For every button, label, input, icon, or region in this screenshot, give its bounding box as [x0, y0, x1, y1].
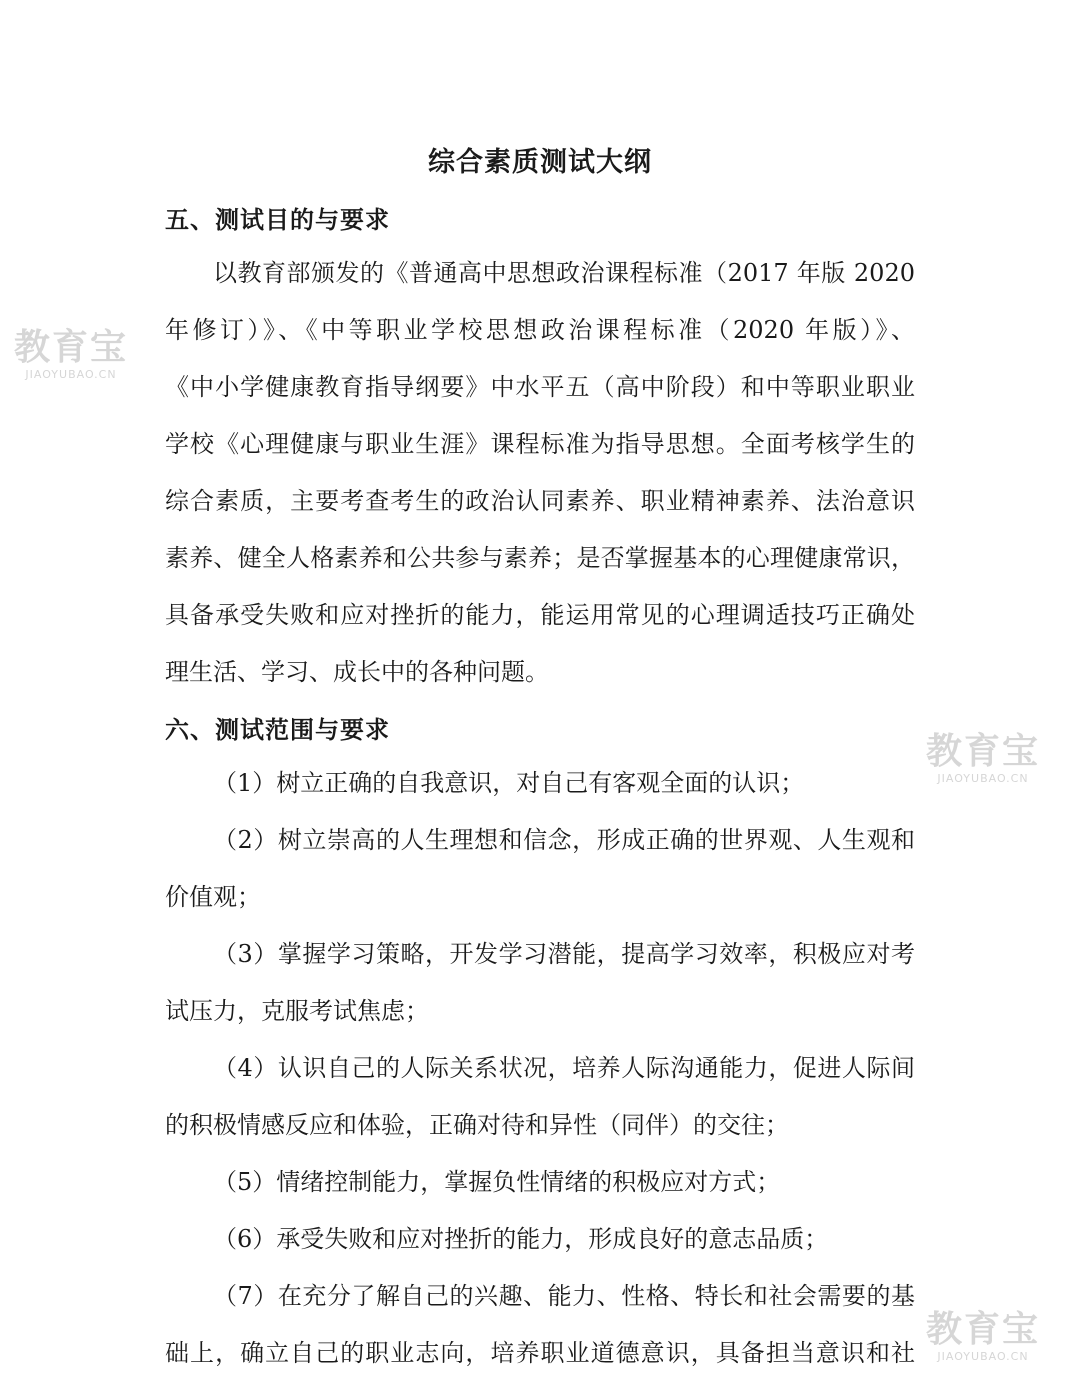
section-5-line: 学校《心理健康与职业生涯》课程标准为指导思想。全面考核学生的 [165, 430, 915, 458]
section-6-line: （4）认识自己的人际关系状况，培养人际沟通能力，促进人际间 [213, 1054, 915, 1082]
watermark-logo [926, 1310, 1040, 1364]
section-6-line: （1）树立正确的自我意识，对自己有客观全面的认识； [213, 769, 805, 797]
section-5-line: 《中小学健康教育指导纲要》中水平五（高中阶段）和中等职业职业 [165, 373, 915, 401]
section-6-line: 的积极情感反应和体验，正确对待和异性（同伴）的交往； [165, 1111, 789, 1139]
page-title: 综合素质测试大纲 [428, 147, 652, 178]
section-6-line: 础上，确立自己的职业志向，培养职业道德意识，具备担当意识和社 [165, 1339, 915, 1367]
section-6-line: （3）掌握学习策略，开发学习潜能，提高学习效率，积极应对考 [213, 940, 915, 968]
watermark-logo-text: 教育宝 [926, 731, 1041, 772]
section-5-line: 综合素质，主要考查考生的政治认同素养、职业精神素养、法治意识 [165, 487, 915, 515]
section-5-line: 具备承受失败和应对挫折的能力，能运用常见的心理调适技巧正确处 [165, 601, 915, 629]
section-6-line: （6）承受失败和应对挫折的能力，形成良好的意志品质； [213, 1225, 829, 1253]
section-5-line: 素养、健全人格素养和公共参与素养；是否掌握基本的心理健康常识， [165, 544, 915, 572]
section-6-line: （2）树立崇高的人生理想和信念，形成正确的世界观、人生观和 [213, 826, 915, 854]
watermark-logo [14, 328, 128, 382]
watermark-url: JIAOYUBAO.CN [937, 1350, 1029, 1363]
section-6-heading: 六、测试范围与要求 [165, 716, 390, 744]
section-6-line: 价值观； [165, 883, 261, 911]
section-5-heading: 五、测试目的与要求 [165, 206, 390, 234]
watermark-logo-text: 教育宝 [926, 1309, 1041, 1350]
section-6-line: （7）在充分了解自己的兴趣、能力、性格、特长和社会需要的基 [213, 1282, 915, 1310]
watermark-url: JIAOYUBAO.CN [25, 368, 117, 381]
section-5-line: 以教育部颁发的《普通高中思想政治课程标准（2017 年版 2020 [213, 259, 915, 287]
section-5-line: 年修订）》、《中等职业学校思想政治课程标准（2020 年版）》、 [165, 316, 915, 344]
section-6-line: （5）情绪控制能力，掌握负性情绪的积极应对方式； [213, 1168, 781, 1196]
watermark-logo [926, 732, 1040, 786]
watermark-url: JIAOYUBAO.CN [937, 772, 1029, 785]
section-6-line: 试压力，克服考试焦虑； [165, 997, 429, 1025]
section-5-line: 理生活、学习、成长中的各种问题。 [165, 658, 549, 686]
watermark-logo-text: 教育宝 [14, 327, 129, 368]
